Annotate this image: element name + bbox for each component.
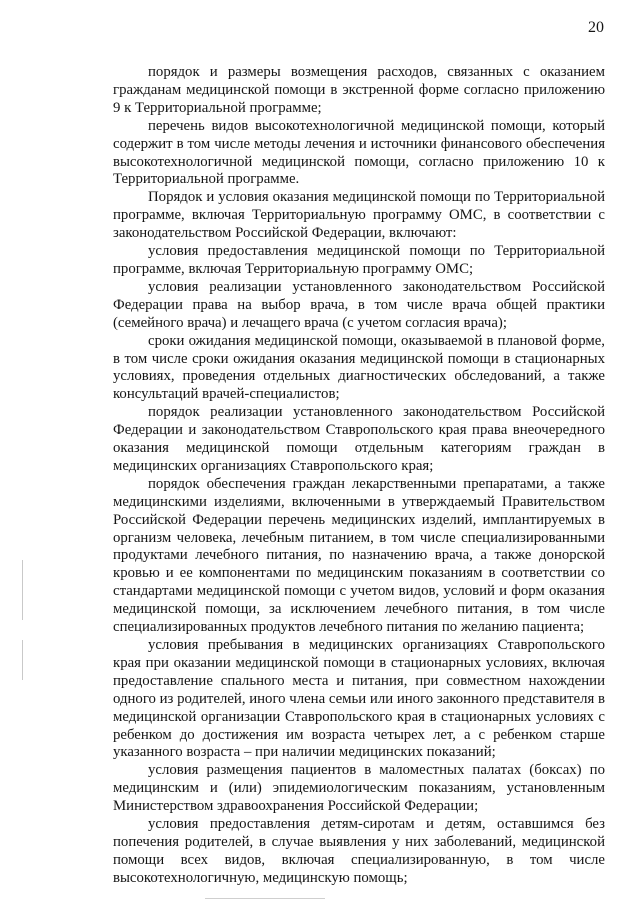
- paragraph-1: порядок и размеры возмещения расходов, связанных с оказанием гражданам медицинской помощи в экстренной форме согласно приложению 9 к Территориальной программе;: [113, 64, 605, 116]
- paragraph-2: перечень видов высокотехнологичной медицинской помощи, который содержит в том числе методы лечения и источники финансового обеспечения высокотехнологичной медицинской помощи, согласно приложению 10 к Территориальной программе.: [113, 117, 605, 188]
- scan-artifact-line: [205, 898, 325, 899]
- scan-edge-mark: [22, 560, 23, 620]
- document-body: [113, 64, 605, 888]
- paragraph-5: условия реализации установленного законодательством Российской Федерации права на выбор врача, в том числе врача общей практики (семейного врача) и лечащего врача (с учетом согласия врача);: [113, 278, 605, 331]
- paragraph-9: условия пребывания в медицинских организациях Ставропольского края при оказании медицинской помощи в стационарных условиях, включая предоставление спального места и питания, при совместном нахождении одного из родителей, иного члена семьи или иного законного представителя в медицинской организации Ставропольского края в стационарных условиях с ребенком до достижения им возраста четырех лет, а с ребенком старше указанного возраста – при наличии медицинских показаний;: [113, 637, 605, 761]
- paragraph-4: условия предоставления медицинской помощи по Территориальной программе, включая Территориальную программу ОМС;: [113, 243, 605, 277]
- scan-edge-mark: [22, 640, 23, 680]
- paragraph-11: условия предоставления детям-сиротам и детям, оставшимся без попечения родителей, в случае выявления у них заболеваний, медицинской помощи всех видов, включая специализированную, в том числе высокотехнологичную, медицинскую помощь;: [113, 816, 605, 886]
- paragraph-6: сроки ожидания медицинской помощи, оказываемой в плановой форме, в том числе сроки ожидания оказания медицинской помощи в стационарных условиях, проведения отдельных диагностических обследований, а также консультаций врачей-специалистов;: [113, 332, 605, 403]
- paragraph-3: Порядок и условия оказания медицинской помощи по Территориальной программе, включая Территориальную программу ОМС, в соответствии с законодательством Российской Федерации, включают:: [113, 189, 605, 242]
- page-number: 20: [588, 19, 604, 36]
- paragraph-10: условия размещения пациентов в маломестных палатах (боксах) по медицинским и (или) эпидемиологическим показаниям, установленным Министерством здравоохранения Российской Федерации;: [113, 762, 605, 815]
- paragraph-7: порядок реализации установленного законодательством Российской Федерации и законодательством Ставропольского края права внеочередного оказания медицинской помощи отдельным категориям граждан в медицинских организациях Ставропольского края;: [113, 404, 605, 474]
- paragraph-8: порядок обеспечения граждан лекарственными препаратами, а также медицинскими изделиями, включенными в утверждаемый Правительством Российской Федерации перечень медицинских изделий, имплантируемых в организм человека, лечебным питанием, в том числе специализированными продуктами лечебного питания, по назначению врача, а также донорской кровью и ее компонентами по медицинским показаниям в соответствии со стандартами медицинской помощи с учетом видов, условий и форм оказания медицинской помощи, за исключением лечебного питания, в том числе специализированных продуктов лечебного питания по желанию пациента;: [113, 475, 605, 636]
